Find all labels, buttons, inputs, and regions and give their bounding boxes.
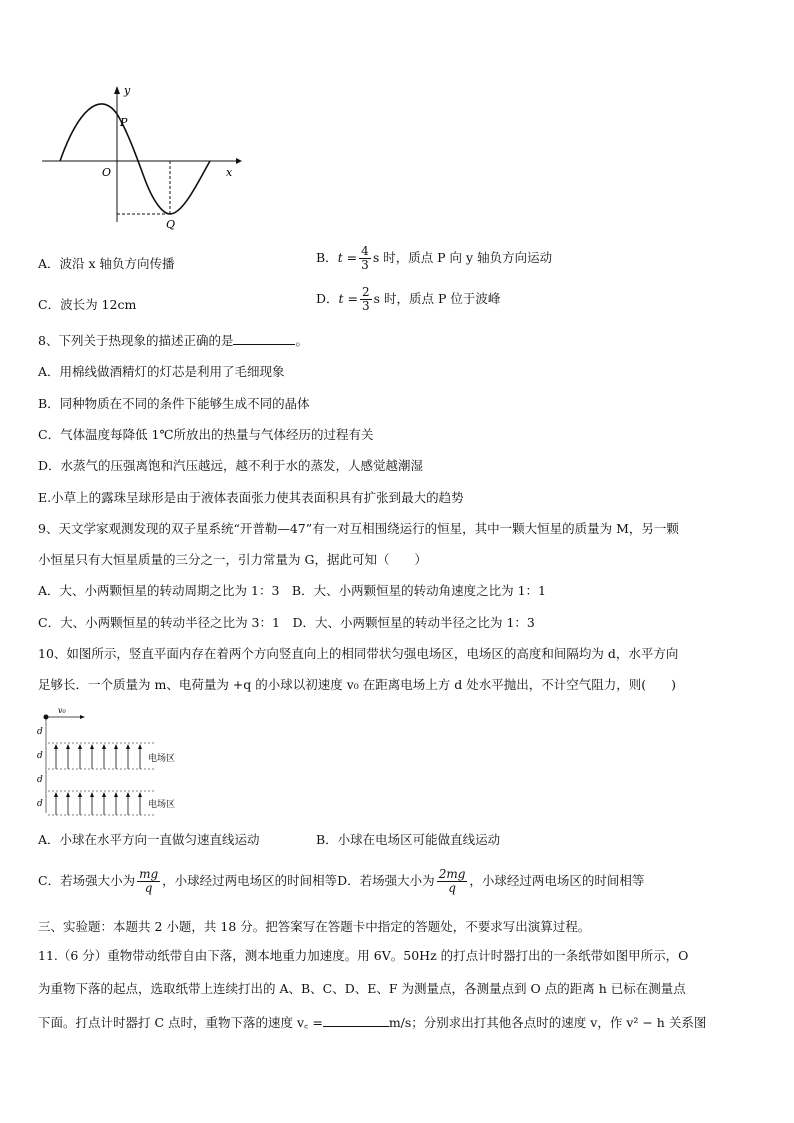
y-axis-arrow — [114, 86, 120, 94]
q7-option-c: C．波长为 12cm — [38, 297, 137, 312]
zone2-label: 电场区 — [148, 800, 176, 810]
q10-stem-line2: 足够长．一个质量为 m、电荷量为 +q 的小球以初速度 v₀ 在距离电场上方 d 处水平抛出，不计空气阻力，则( ) — [38, 677, 676, 692]
point-q-label: Q — [166, 218, 176, 231]
x-axis-label: x — [226, 166, 233, 179]
field-figure — [36, 707, 196, 817]
origin-label: O — [102, 166, 112, 179]
q8-option-b: B．同种物质在不同的条件下能够生成不同的晶体 — [38, 396, 310, 411]
v0-arrowhead — [80, 715, 85, 719]
q7-option-d: D．t = $\frac{2}{3}$ s 时，质点 P 位于波峰 — [316, 285, 501, 313]
zone2-field-lines — [56, 795, 140, 815]
wave-figure — [38, 82, 248, 232]
q9-stem-line1: 9、天文学家观测发现的双子星系统“开普勒—47”有一对互相围绕运行的恒星，其中一颗大恒星的质量为 M，另一颗 — [38, 521, 679, 536]
d-label-2: d — [37, 751, 43, 761]
q11-stem-line3: 下面。打点计时器打 C 点时，重物下落的速度 v꜀ = m/s；分别求出打其他各点时的速度 v，作 v² − h 关系图 — [38, 1015, 707, 1030]
q8-stem: 8、下列关于热现象的描述正确的是 。 — [38, 333, 308, 348]
zone1-field-lines — [56, 747, 140, 769]
q7-option-b: B．t = $\frac{4}{3}$ s 时，质点 P 向 y 轴负方向运动 — [316, 244, 553, 272]
y-axis-label: y — [124, 84, 131, 97]
q8-option-d: D．水蒸气的压强离饱和汽压越远，越不利于水的蒸发，人感觉越潮湿 — [38, 458, 424, 473]
v0-label: v₀ — [58, 707, 66, 715]
q10-option-b: B．小球在电场区可能做直线运动 — [316, 832, 501, 847]
q11-stem-line2: 为重物下落的起点，选取纸带上连续打出的 A、B、C、D、E、F 为测量点，各测量点到 O 点的距离 h 已标在测量点 — [38, 981, 686, 996]
q8-option-c: C．气体温度每降低 1℃所放出的热量与气体经历的过程有关 — [38, 427, 374, 442]
wave-curve — [60, 104, 210, 214]
d-label-4: d — [37, 799, 43, 809]
d-label-1: d — [37, 727, 43, 737]
q10-stem-line1: 10、如图所示，竖直平面内存在着两个方向竖直向上的相同带状匀强电场区，电场区的高度和间隔均为 d，水平方向 — [38, 646, 679, 661]
x-axis-arrow — [236, 158, 242, 164]
q9-stem-line2: 小恒星只有大恒星质量的三分之一，引力常量为 G，据此可知（ ） — [38, 552, 427, 567]
point-p-label: P — [120, 116, 128, 129]
zone1-field-arrowheads — [54, 744, 142, 749]
q8-option-e: E.小草上的露珠呈球形是由于液体表面张力使其表面积具有扩张到最大的趋势 — [38, 490, 464, 505]
zone2-field-arrowheads — [54, 792, 142, 797]
q10-option-a: A．小球在水平方向一直做匀速直线运动 — [38, 832, 260, 847]
q11-stem-line1: 11.（6 分）重物带动纸带自由下落，测本地重力加速度。用 6V。50Hz 的打点计时器打出的一条纸带如图甲所示，O — [38, 948, 689, 963]
q10-options-cd: C．若场强大小为 $\frac{mg}{q}$ ，小球经过两电场区的时间相等D．若场强大小为 $\frac{2mg}{q}$ ，小球经过两电场区的时间相等 — [38, 867, 645, 895]
zone1-label: 电场区 — [148, 754, 176, 764]
d-label-3: d — [37, 775, 43, 785]
q8-option-a: A．用棉线做酒精灯的灯芯是利用了毛细现象 — [38, 364, 285, 379]
q9-options-cd: C．大、小两颗恒星的转动半径之比为 3：1 D．大、小两颗恒星的转动半径之比为 1：3 — [38, 615, 535, 630]
q7-option-a: A．波沿 x 轴负方向传播 — [38, 256, 175, 271]
q9-options-ab: A．大、小两颗恒星的转动周期之比为 1：3 B．大、小两颗恒星的转动角速度之比为 1：1 — [38, 583, 546, 598]
section3-heading: 三、实验题：本题共 2 小题，共 18 分。把答案写在答题卡中指定的答题处，不要求写出演算过程。 — [38, 919, 591, 934]
